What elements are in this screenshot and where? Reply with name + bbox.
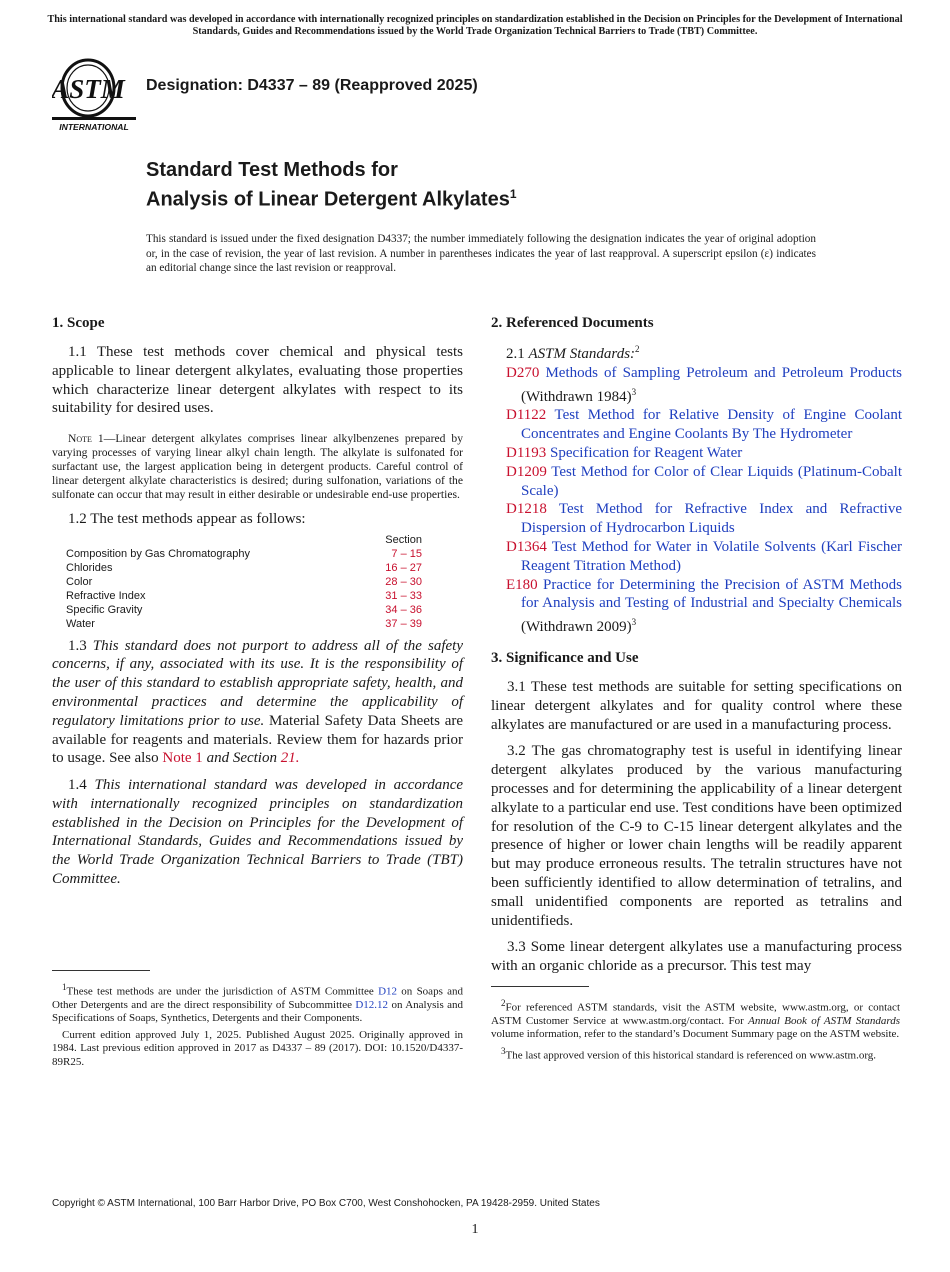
footnotes-right <box>491 986 900 1066</box>
d12-12-link[interactable]: D12.12 <box>355 999 389 1012</box>
table-row: Water 37 – 39 <box>66 617 422 630</box>
ref-title-link[interactable]: Test Method for Refractive Index and Refractive Dispersion of Hydrocarbon Liquids <box>521 501 902 537</box>
left-column <box>52 314 463 889</box>
sections-table <box>66 533 422 631</box>
para-3-2: 3.2 The gas chromatography test is useful in identifying linear detergent alkylates produced by the various manufacturing processes and for determining the applicability of a linear detergent alkylate to a particular end use. Test conditions have been optimized for resolution of the C-9 to C-15 linear detergent alkylates and the presence of higher or lower chain lengths will be readily apparent but may produce erroneous results. The tetralin structures have not been sufficiently identified to allow determination of tetralins, and small unidentified components are reported as tetralins and unidentifieds. <box>491 743 902 929</box>
title-line-2: Analysis of Linear Detergent Alkylates$^1$ <box>146 187 517 211</box>
astm-logo-icon <box>52 56 138 134</box>
top-notice: This international standard was developed in accordance with internationally recognized principles on standardization established in the Decision on Principles for the Development of International Standards, Guides and Recommendations issued by the World Trade Organization Technical Barriers to Trade (TBT) Committee. <box>47 14 903 37</box>
ref-code-link[interactable]: D1209 <box>506 463 547 480</box>
title-footnote-mark[interactable]: 1 <box>509 187 517 201</box>
logo-mark: ASTM <box>52 74 125 104</box>
note-1-link[interactable]: Note 1 <box>162 750 203 767</box>
section-link[interactable]: 34 – 36 <box>385 603 422 616</box>
para-1-3: 1.3 This standard does not purport to address all of the safety concerns, if any, associated with its use. It is the responsibility of the user of this standard to establish appropriate safety, health, and environmental practices and determine the applicability of regulatory limitations prior to use. Material Safety Data Sheets are available for reagents and materials. Review them for hazards prior to usage. See also Note 1 and Section 21. <box>52 637 464 767</box>
ref-title-link[interactable]: Specification for Reagent Water <box>550 444 743 461</box>
ref-title-link[interactable]: Practice for Determining the Precision of ASTM Methods for Analysis and Testing of Industrial and Specialty Chemicals <box>521 576 902 612</box>
table-row: Composition by Gas Chromatography 7 – 15 <box>66 547 422 560</box>
page-number: 1 <box>471 1222 479 1237</box>
section-column-header: Section <box>385 533 422 546</box>
section-link[interactable]: 37 – 39 <box>385 617 422 630</box>
footnote-divider <box>491 986 589 987</box>
right-column <box>491 314 902 976</box>
astm-standards-subheading: 2.1 ASTM Standards:$^2$ <box>506 344 640 362</box>
para-1-1: 1.1 These test methods cover chemical and physical tests applicable to linear detergent alkylates, evaluating those properties which characterize linear detergent alkylates with respect to its suitability for desired uses. <box>52 344 463 417</box>
section-link[interactable]: 28 – 30 <box>385 575 422 588</box>
ref-title-link[interactable]: Test Method for Water in Volatile Solvents (Karl Fischer Reagent Titration Method) <box>521 538 903 574</box>
table-row: Chlorides 16 – 27 <box>66 561 422 574</box>
reference-item <box>506 406 902 444</box>
significance-heading: 3. Significance and Use <box>491 649 639 666</box>
reference-item: E180 Practice for Determining the Precision of ASTM Methods for Analysis and Testing of Industrial and Specialty Chemicals (Withdrawn 2009)$^3$ <box>506 576 902 636</box>
footnote-3: $^3$The last approved version of this historical standard is referenced on www.astm.org. <box>501 1045 877 1062</box>
footnote-divider <box>52 970 150 971</box>
scope-heading: 1. Scope <box>52 315 105 331</box>
note-1-label: Note 1 <box>68 432 104 446</box>
section-link[interactable]: 16 – 27 <box>385 561 422 574</box>
reference-item <box>506 538 902 576</box>
ref-code-link[interactable]: D270 <box>506 364 540 381</box>
footnotes-left <box>52 970 463 1072</box>
section-link[interactable]: 31 – 33 <box>385 589 422 602</box>
ref-code-link[interactable]: D1193 <box>506 444 547 461</box>
issuance-statement: This standard is issued under the fixed designation D4337; the number immediately following the designation indicates the year of original adoption or, in the case of revision, the year of last revision. A number in parentheses indicates the year of last reapproval. A superscript epsilon (ε) indicates an editorial change since the last revision or reapproval. <box>146 233 816 274</box>
ref-code-link[interactable]: D1218 <box>506 501 547 518</box>
footnote-1: $^1$These test methods are under the jurisdiction of ASTM Committee D12 on Soaps and Other Detergents and are the direct responsibility of Subcommittee D12.12 on Analysis and Specifications of Soaps, Synthetics, Detergents and their Components. <box>52 982 464 1025</box>
section-21-link[interactable]: 21. <box>280 750 300 767</box>
ref-title-link[interactable]: Methods of Sampling Petroleum and Petroleum Products <box>545 364 903 381</box>
table-row: Specific Gravity 34 – 36 <box>66 603 422 616</box>
reference-item: D270 Methods of Sampling Petroleum and Petroleum Products (Withdrawn 1984)$^3$ <box>506 364 903 405</box>
footnote-1-edition: Current edition approved July 1, 2025. Published August 2025. Originally approved in 1984. Last previous edition approved in 2017 as D4337 – 89 (2017). DOI: 10.1520/D4337-89R25. <box>52 1028 463 1068</box>
para-1-2: 1.2 The test methods appear as follows: <box>68 510 306 527</box>
copyright: Copyright © ASTM International, 100 Barr Harbor Drive, PO Box C700, West Conshohocken, PA 19428-2959. United States <box>52 1198 600 1209</box>
ref-title-link[interactable]: Test Method for Color of Clear Liquids (Platinum-Cobalt Scale) <box>521 463 902 499</box>
section-link[interactable]: 7 – 15 <box>391 547 422 560</box>
footnote-2: $^2$For referenced ASTM standards, visit the ASTM website, www.astm.org, or contact ASTM Customer Service at www.astm.org/contact. For Annual Book of ASTM Standards volume information, refer to the standard’s Document Summary page on the ASTM website. <box>491 998 901 1041</box>
note-1: Note 1—Linear detergent alkylates comprises linear alkylbenzenes prepared by varying processes of varying linear alkyl chain length. The alkylate is sulfonated for surfactant use, the largest application being in detergent products. Careful control of linear detergent alkylate characteristics is desired; during sulfonation, variations of the sulfonate can occur that may result in either desirable or undesirable end-use properties. <box>52 432 463 501</box>
reference-item <box>506 444 902 463</box>
document-title <box>146 158 517 212</box>
logo-subtext: INTERNATIONAL <box>59 122 129 132</box>
para-1-4: 1.4 This international standard was developed in accordance with internationally recognized principles on standardization established in the Decision on Principles for the Development of International Standards, Guides and Recommendations issued by the World Trade Organization Technical Barriers to Trade (TBT) Committee. <box>52 777 464 888</box>
table-row: Refractive Index 31 – 33 <box>66 589 422 602</box>
ref-code-link[interactable]: D1364 <box>506 538 547 555</box>
ref-code-link[interactable]: E180 <box>506 576 538 593</box>
para-3-3: 3.3 Some linear detergent alkylates use a manufacturing process with an organic chloride as a precursor. This test may <box>491 939 902 975</box>
referenced-documents-heading: 2. Referenced Documents <box>491 315 654 331</box>
astm-logo <box>52 56 138 134</box>
para-3-1: 3.1 These test methods are suitable for setting specifications on linear detergent alkylates and for quality control where these alkylates are manufactured or are used in a manufacturing process. <box>491 678 902 733</box>
ref-code-link[interactable]: D1122 <box>506 407 547 424</box>
reference-item <box>506 463 902 501</box>
designation: Designation: D4337 – 89 (Reapproved 2025) <box>146 77 478 94</box>
reference-item <box>506 500 902 538</box>
ref-title-link[interactable]: Test Method for Relative Density of Engine Coolant Concentrates and Engine Coolants By The Hydrometer <box>521 407 903 443</box>
table-row: Color 28 – 30 <box>66 575 422 588</box>
title-line-1: Standard Test Methods for <box>146 159 398 181</box>
d12-link[interactable]: D12 <box>378 985 398 998</box>
